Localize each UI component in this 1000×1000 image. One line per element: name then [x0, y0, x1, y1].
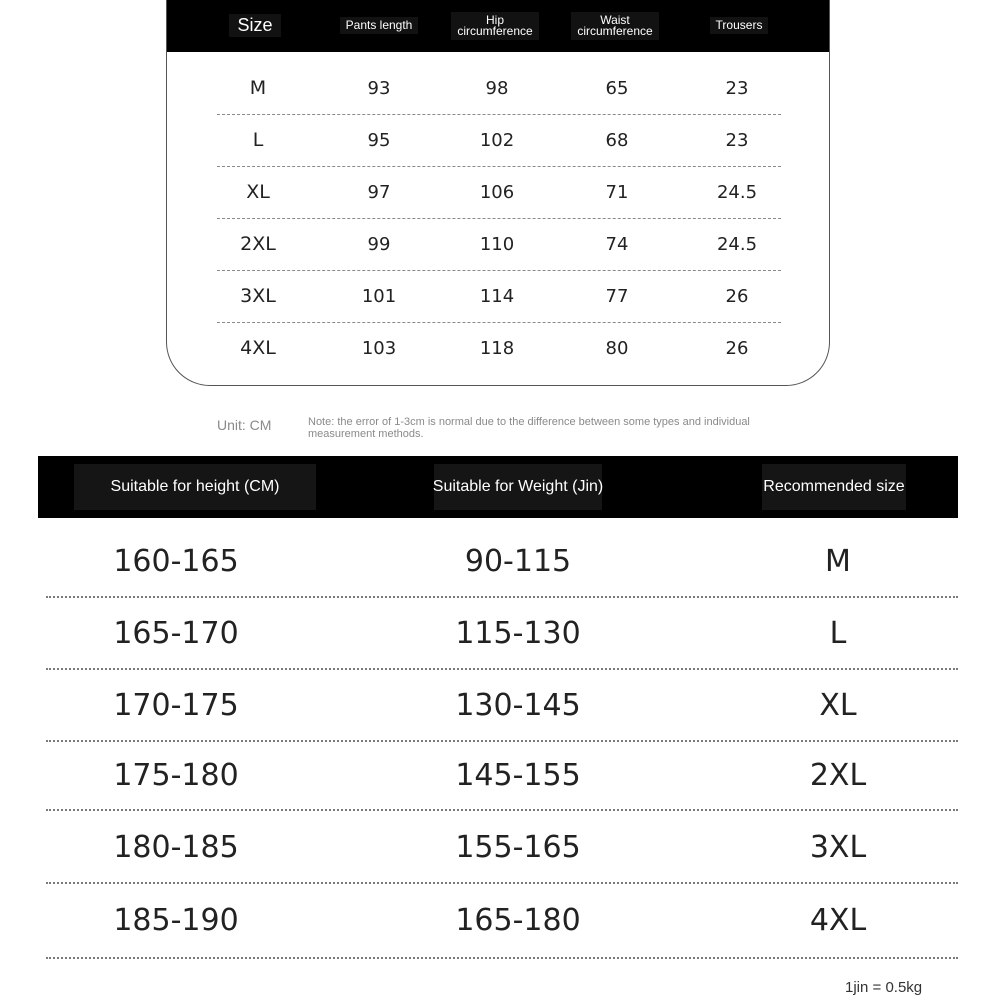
table-row	[46, 742, 958, 811]
waist-cell: 65	[605, 77, 629, 99]
hip-cell: 102	[479, 129, 515, 151]
table-row	[46, 670, 958, 742]
trousers-cell: 26	[725, 337, 749, 359]
unit-note: Unit: CM	[217, 417, 272, 433]
table-row	[217, 166, 781, 219]
size-cell: 4XL	[240, 337, 276, 359]
hip-cell: 118	[479, 337, 515, 359]
header-size: Size	[227, 0, 283, 52]
table-row	[217, 218, 781, 271]
recommended-size-cell: 4XL	[809, 903, 867, 938]
hip-cell: 114	[479, 285, 515, 307]
recommended-size-cell: XL	[819, 687, 857, 723]
size-cell: 3XL	[240, 285, 276, 307]
trousers-cell: 23	[725, 129, 749, 151]
size-cell: 2XL	[240, 233, 276, 255]
weight-cell: 165-180	[455, 903, 581, 938]
height-cell: 175-180	[113, 758, 239, 793]
hip-cell: 98	[485, 77, 509, 99]
size-cell: XL	[246, 181, 270, 203]
height-cell: 165-170	[113, 615, 239, 651]
recommended-size-cell: M	[825, 543, 851, 579]
hip-cell: 106	[479, 181, 515, 203]
table-row	[217, 62, 781, 115]
recommended-size-cell: L	[829, 615, 847, 651]
weight-cell: 90-115	[464, 543, 572, 579]
header-waist-circumference: Waist circumference	[563, 0, 667, 52]
unit-conversion-note: 1jin = 0.5kg	[845, 979, 923, 996]
size-chart-header	[167, 0, 829, 52]
table-row	[46, 526, 958, 598]
header-recommended-size: Recommended size	[762, 464, 906, 510]
waist-cell: 71	[605, 181, 629, 203]
weight-cell: 155-165	[455, 829, 581, 865]
recommended-size-cell: 3XL	[809, 829, 867, 865]
trousers-cell: 24.5	[716, 233, 758, 255]
size-chart-table	[166, 0, 830, 386]
waist-cell: 80	[605, 337, 629, 359]
waist-cell: 68	[605, 129, 629, 151]
height-cell: 180-185	[113, 829, 239, 865]
pants-length-cell: 93	[367, 77, 391, 99]
pants-length-cell: 95	[367, 129, 391, 151]
header-trousers: Trousers	[697, 0, 781, 52]
waist-cell: 74	[605, 233, 629, 255]
header-height: Suitable for height (CM)	[74, 464, 316, 510]
header-pants-length: Pants length	[331, 0, 427, 52]
weight-cell: 115-130	[455, 615, 581, 651]
table-row	[46, 598, 958, 670]
header-hip-circumference: Hip circumference	[443, 0, 547, 52]
recommended-size-cell: 2XL	[809, 758, 867, 793]
weight-cell: 130-145	[455, 687, 581, 723]
table-row	[217, 270, 781, 323]
hip-cell: 110	[479, 233, 515, 255]
table-row	[46, 884, 958, 959]
table-row	[217, 114, 781, 167]
size-cell: M	[249, 77, 267, 99]
pants-length-cell: 101	[361, 285, 397, 307]
height-cell: 160-165	[113, 543, 239, 579]
measurement-error-note: Note: the error of 1-3cm is normal due to the difference between some types and individual measurement methods.	[308, 416, 750, 440]
trousers-cell: 23	[725, 77, 749, 99]
size-cell: L	[252, 129, 264, 151]
trousers-cell: 24.5	[716, 181, 758, 203]
table-row	[217, 322, 781, 374]
trousers-cell: 26	[725, 285, 749, 307]
height-cell: 170-175	[113, 687, 239, 723]
table-row	[46, 812, 958, 884]
recommendation-table-header	[38, 456, 958, 518]
pants-length-cell: 103	[361, 337, 397, 359]
waist-cell: 77	[605, 285, 629, 307]
header-weight: Suitable for Weight (Jin)	[434, 464, 602, 510]
weight-cell: 145-155	[455, 758, 581, 793]
height-cell: 185-190	[113, 903, 239, 938]
pants-length-cell: 97	[367, 181, 391, 203]
pants-length-cell: 99	[367, 233, 391, 255]
